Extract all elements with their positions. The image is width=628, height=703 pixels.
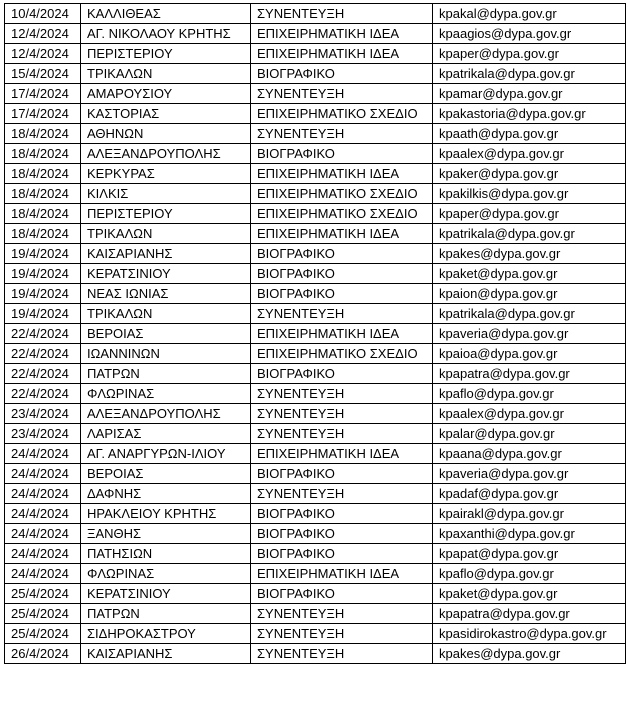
email-cell: kpaper@dypa.gov.gr xyxy=(433,204,626,224)
date-cell: 18/4/2024 xyxy=(5,144,81,164)
email-cell: kpatrikala@dypa.gov.gr xyxy=(433,304,626,324)
table-row xyxy=(5,404,626,424)
email-cell: kpaion@dypa.gov.gr xyxy=(433,284,626,304)
email-cell: kpaagios@dypa.gov.gr xyxy=(433,24,626,44)
session-type-cell: ΕΠΙΧΕΙΡΗΜΑΤΙΚΟ ΣΧΕΔΙΟ xyxy=(251,104,433,124)
email-cell: kpaket@dypa.gov.gr xyxy=(433,584,626,604)
table-row xyxy=(5,484,626,504)
session-type-cell: ΒΙΟΓΡΑΦΙΚΟ xyxy=(251,264,433,284)
table-row xyxy=(5,284,626,304)
email-cell: kpatrikala@dypa.gov.gr xyxy=(433,224,626,244)
date-cell: 18/4/2024 xyxy=(5,224,81,244)
date-cell: 19/4/2024 xyxy=(5,304,81,324)
area-cell: ΦΛΩΡΙΝΑΣ xyxy=(81,564,251,584)
session-type-cell: ΕΠΙΧΕΙΡΗΜΑΤΙΚΗ ΙΔΕΑ xyxy=(251,164,433,184)
email-cell: kpadaf@dypa.gov.gr xyxy=(433,484,626,504)
email-cell: kpakes@dypa.gov.gr xyxy=(433,244,626,264)
area-cell: ΑΓ. ΑΝΑΡΓΥΡΩΝ-ΙΛΙΟΥ xyxy=(81,444,251,464)
table-row xyxy=(5,24,626,44)
area-cell: ΒΕΡΟΙΑΣ xyxy=(81,464,251,484)
date-cell: 24/4/2024 xyxy=(5,524,81,544)
email-cell: kpaana@dypa.gov.gr xyxy=(433,444,626,464)
area-cell: ΛΑΡΙΣΑΣ xyxy=(81,424,251,444)
email-cell: kpamar@dypa.gov.gr xyxy=(433,84,626,104)
schedule-table-body xyxy=(5,4,626,664)
session-type-cell: ΕΠΙΧΕΙΡΗΜΑΤΙΚΗ ΙΔΕΑ xyxy=(251,564,433,584)
area-cell: ΚΑΣΤΟΡΙΑΣ xyxy=(81,104,251,124)
session-type-cell: ΒΙΟΓΡΑΦΙΚΟ xyxy=(251,244,433,264)
date-cell: 22/4/2024 xyxy=(5,384,81,404)
area-cell: ΠΕΡΙΣΤΕΡΙΟΥ xyxy=(81,44,251,64)
area-cell: ΚΕΡΑΤΣΙΝΙΟΥ xyxy=(81,264,251,284)
session-type-cell: ΒΙΟΓΡΑΦΙΚΟ xyxy=(251,464,433,484)
session-type-cell: ΕΠΙΧΕΙΡΗΜΑΤΙΚΗ ΙΔΕΑ xyxy=(251,224,433,244)
email-cell: kpaalex@dypa.gov.gr xyxy=(433,404,626,424)
date-cell: 19/4/2024 xyxy=(5,284,81,304)
date-cell: 18/4/2024 xyxy=(5,204,81,224)
session-type-cell: ΣΥΝΕΝΤΕΥΞΗ xyxy=(251,4,433,24)
email-cell: kpaket@dypa.gov.gr xyxy=(433,264,626,284)
area-cell: ΤΡΙΚΑΛΩΝ xyxy=(81,304,251,324)
session-type-cell: ΒΙΟΓΡΑΦΙΚΟ xyxy=(251,544,433,564)
area-cell: ΚΕΡΚΥΡΑΣ xyxy=(81,164,251,184)
session-type-cell: ΕΠΙΧΕΙΡΗΜΑΤΙΚΗ ΙΔΕΑ xyxy=(251,44,433,64)
area-cell: ΠΑΤΡΩΝ xyxy=(81,364,251,384)
table-row xyxy=(5,344,626,364)
session-type-cell: ΒΙΟΓΡΑΦΙΚΟ xyxy=(251,524,433,544)
session-type-cell: ΕΠΙΧΕΙΡΗΜΑΤΙΚΟ ΣΧΕΔΙΟ xyxy=(251,184,433,204)
table-row xyxy=(5,84,626,104)
email-cell: kpakastoria@dypa.gov.gr xyxy=(433,104,626,124)
date-cell: 22/4/2024 xyxy=(5,364,81,384)
table-row xyxy=(5,224,626,244)
table-row xyxy=(5,584,626,604)
email-cell: kpasidirokastro@dypa.gov.gr xyxy=(433,624,626,644)
email-cell: kpaveria@dypa.gov.gr xyxy=(433,464,626,484)
date-cell: 19/4/2024 xyxy=(5,244,81,264)
schedule-table xyxy=(4,3,626,664)
session-type-cell: ΒΙΟΓΡΑΦΙΚΟ xyxy=(251,364,433,384)
table-row xyxy=(5,524,626,544)
session-type-cell: ΣΥΝΕΝΤΕΥΞΗ xyxy=(251,484,433,504)
session-type-cell: ΕΠΙΧΕΙΡΗΜΑΤΙΚΗ ΙΔΕΑ xyxy=(251,444,433,464)
date-cell: 24/4/2024 xyxy=(5,544,81,564)
table-row xyxy=(5,204,626,224)
area-cell: ΦΛΩΡΙΝΑΣ xyxy=(81,384,251,404)
table-row xyxy=(5,624,626,644)
date-cell: 12/4/2024 xyxy=(5,24,81,44)
date-cell: 15/4/2024 xyxy=(5,64,81,84)
table-row xyxy=(5,244,626,264)
table-row xyxy=(5,64,626,84)
session-type-cell: ΒΙΟΓΡΑΦΙΚΟ xyxy=(251,504,433,524)
area-cell: ΑΘΗΝΩΝ xyxy=(81,124,251,144)
table-row xyxy=(5,384,626,404)
email-cell: kpapatra@dypa.gov.gr xyxy=(433,364,626,384)
email-cell: kpatrikala@dypa.gov.gr xyxy=(433,64,626,84)
email-cell: kpaker@dypa.gov.gr xyxy=(433,164,626,184)
email-cell: kpaflo@dypa.gov.gr xyxy=(433,564,626,584)
date-cell: 24/4/2024 xyxy=(5,444,81,464)
session-type-cell: ΒΙΟΓΡΑΦΙΚΟ xyxy=(251,284,433,304)
email-cell: kpaveria@dypa.gov.gr xyxy=(433,324,626,344)
area-cell: ΚΑΙΣΑΡΙΑΝΗΣ xyxy=(81,644,251,664)
session-type-cell: ΕΠΙΧΕΙΡΗΜΑΤΙΚΗ ΙΔΕΑ xyxy=(251,324,433,344)
session-type-cell: ΕΠΙΧΕΙΡΗΜΑΤΙΚΗ ΙΔΕΑ xyxy=(251,24,433,44)
email-cell: kpaxanthi@dypa.gov.gr xyxy=(433,524,626,544)
email-cell: kpaflo@dypa.gov.gr xyxy=(433,384,626,404)
email-cell: kpairakl@dypa.gov.gr xyxy=(433,504,626,524)
table-row xyxy=(5,444,626,464)
date-cell: 10/4/2024 xyxy=(5,4,81,24)
email-cell: kpaath@dypa.gov.gr xyxy=(433,124,626,144)
date-cell: 25/4/2024 xyxy=(5,604,81,624)
table-row xyxy=(5,324,626,344)
table-row xyxy=(5,304,626,324)
area-cell: ΣΙΔΗΡΟΚΑΣΤΡΟΥ xyxy=(81,624,251,644)
area-cell: ΑΜΑΡΟΥΣΙΟΥ xyxy=(81,84,251,104)
area-cell: ΠΑΤΡΩΝ xyxy=(81,604,251,624)
date-cell: 12/4/2024 xyxy=(5,44,81,64)
table-row xyxy=(5,544,626,564)
area-cell: ΠΑΤΗΣΙΩΝ xyxy=(81,544,251,564)
email-cell: kpakal@dypa.gov.gr xyxy=(433,4,626,24)
email-cell: kpakilkis@dypa.gov.gr xyxy=(433,184,626,204)
table-row xyxy=(5,44,626,64)
area-cell: ΞΑΝΘΗΣ xyxy=(81,524,251,544)
session-type-cell: ΕΠΙΧΕΙΡΗΜΑΤΙΚΟ ΣΧΕΔΙΟ xyxy=(251,344,433,364)
area-cell: ΑΓ. ΝΙΚΟΛΑΟΥ ΚΡΗΤΗΣ xyxy=(81,24,251,44)
table-row xyxy=(5,604,626,624)
date-cell: 25/4/2024 xyxy=(5,624,81,644)
date-cell: 24/4/2024 xyxy=(5,504,81,524)
date-cell: 23/4/2024 xyxy=(5,404,81,424)
date-cell: 25/4/2024 xyxy=(5,584,81,604)
table-row xyxy=(5,164,626,184)
table-row xyxy=(5,424,626,444)
email-cell: kpakes@dypa.gov.gr xyxy=(433,644,626,664)
session-type-cell: ΣΥΝΕΝΤΕΥΞΗ xyxy=(251,384,433,404)
date-cell: 18/4/2024 xyxy=(5,164,81,184)
table-row xyxy=(5,644,626,664)
date-cell: 19/4/2024 xyxy=(5,264,81,284)
area-cell: ΚΑΙΣΑΡΙΑΝΗΣ xyxy=(81,244,251,264)
email-cell: kpapatra@dypa.gov.gr xyxy=(433,604,626,624)
table-row xyxy=(5,264,626,284)
date-cell: 24/4/2024 xyxy=(5,564,81,584)
table-row xyxy=(5,464,626,484)
date-cell: 22/4/2024 xyxy=(5,344,81,364)
area-cell: ΠΕΡΙΣΤΕΡΙΟΥ xyxy=(81,204,251,224)
area-cell: ΗΡΑΚΛΕΙΟΥ ΚΡΗΤΗΣ xyxy=(81,504,251,524)
area-cell: ΤΡΙΚΑΛΩΝ xyxy=(81,64,251,84)
session-type-cell: ΣΥΝΕΝΤΕΥΞΗ xyxy=(251,304,433,324)
date-cell: 24/4/2024 xyxy=(5,464,81,484)
area-cell: ΙΩΑΝΝΙΝΩΝ xyxy=(81,344,251,364)
session-type-cell: ΒΙΟΓΡΑΦΙΚΟ xyxy=(251,584,433,604)
table-row xyxy=(5,564,626,584)
area-cell: ΚΕΡΑΤΣΙΝΙΟΥ xyxy=(81,584,251,604)
session-type-cell: ΒΙΟΓΡΑΦΙΚΟ xyxy=(251,64,433,84)
table-row xyxy=(5,504,626,524)
table-row xyxy=(5,364,626,384)
email-cell: kpaper@dypa.gov.gr xyxy=(433,44,626,64)
session-type-cell: ΣΥΝΕΝΤΕΥΞΗ xyxy=(251,84,433,104)
date-cell: 22/4/2024 xyxy=(5,324,81,344)
table-row xyxy=(5,104,626,124)
area-cell: ΤΡΙΚΑΛΩΝ xyxy=(81,224,251,244)
area-cell: ΔΑΦΝΗΣ xyxy=(81,484,251,504)
area-cell: ΑΛΕΞΑΝΔΡΟΥΠΟΛΗΣ xyxy=(81,404,251,424)
session-type-cell: ΣΥΝΕΝΤΕΥΞΗ xyxy=(251,644,433,664)
area-cell: ΚΑΛΛΙΘΕΑΣ xyxy=(81,4,251,24)
session-type-cell: ΣΥΝΕΝΤΕΥΞΗ xyxy=(251,604,433,624)
session-type-cell: ΣΥΝΕΝΤΕΥΞΗ xyxy=(251,424,433,444)
session-type-cell: ΣΥΝΕΝΤΕΥΞΗ xyxy=(251,624,433,644)
email-cell: kpapat@dypa.gov.gr xyxy=(433,544,626,564)
date-cell: 17/4/2024 xyxy=(5,104,81,124)
area-cell: ΒΕΡΟΙΑΣ xyxy=(81,324,251,344)
session-type-cell: ΒΙΟΓΡΑΦΙΚΟ xyxy=(251,144,433,164)
session-type-cell: ΕΠΙΧΕΙΡΗΜΑΤΙΚΟ ΣΧΕΔΙΟ xyxy=(251,204,433,224)
area-cell: ΚΙΛΚΙΣ xyxy=(81,184,251,204)
date-cell: 18/4/2024 xyxy=(5,124,81,144)
session-type-cell: ΣΥΝΕΝΤΕΥΞΗ xyxy=(251,124,433,144)
area-cell: ΝΕΑΣ ΙΩΝΙΑΣ xyxy=(81,284,251,304)
date-cell: 18/4/2024 xyxy=(5,184,81,204)
date-cell: 17/4/2024 xyxy=(5,84,81,104)
table-row xyxy=(5,4,626,24)
area-cell: ΑΛΕΞΑΝΔΡΟΥΠΟΛΗΣ xyxy=(81,144,251,164)
table-row xyxy=(5,124,626,144)
session-type-cell: ΣΥΝΕΝΤΕΥΞΗ xyxy=(251,404,433,424)
email-cell: kpalar@dypa.gov.gr xyxy=(433,424,626,444)
email-cell: kpaalex@dypa.gov.gr xyxy=(433,144,626,164)
date-cell: 26/4/2024 xyxy=(5,644,81,664)
table-row xyxy=(5,144,626,164)
email-cell: kpaioa@dypa.gov.gr xyxy=(433,344,626,364)
date-cell: 23/4/2024 xyxy=(5,424,81,444)
date-cell: 24/4/2024 xyxy=(5,484,81,504)
table-row xyxy=(5,184,626,204)
